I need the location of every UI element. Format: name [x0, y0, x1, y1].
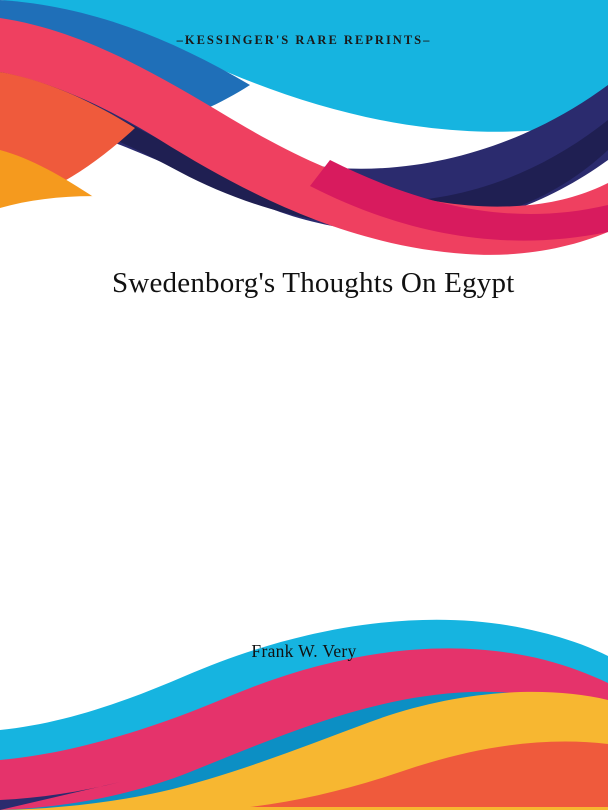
- book-author: Frank W. Very: [251, 641, 357, 661]
- publisher-imprint: –KESSINGER'S RARE REPRINTS–: [176, 33, 432, 47]
- book-title: Swedenborg's Thoughts On Egypt: [112, 267, 515, 299]
